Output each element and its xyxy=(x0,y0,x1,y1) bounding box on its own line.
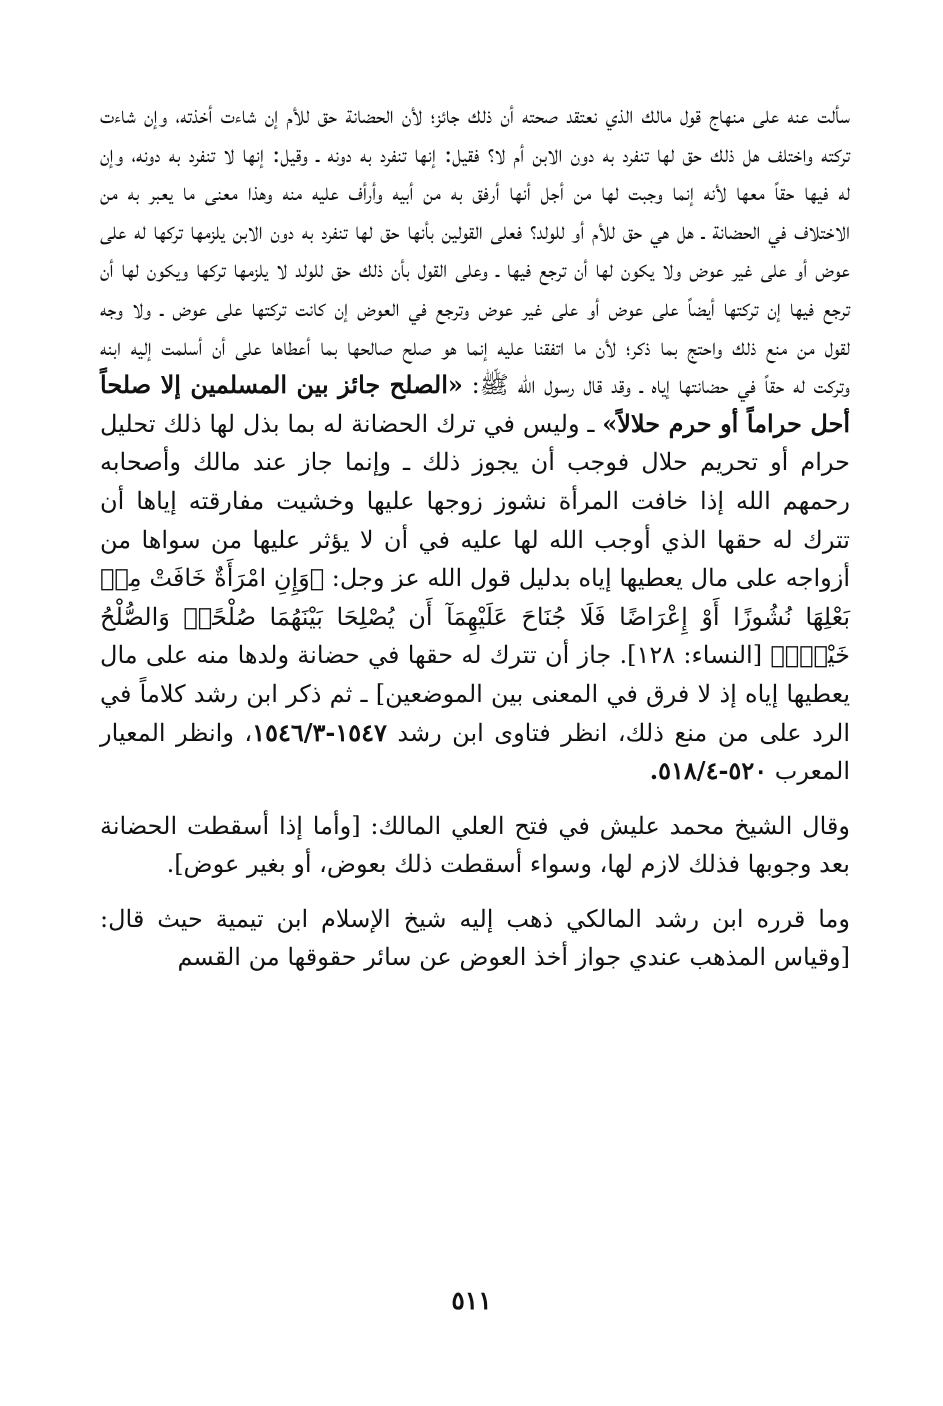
reference-final-dot: . xyxy=(649,756,659,786)
paragraph-ibn-taymiyya xyxy=(100,900,850,977)
reference-join-text: ، وانظر المعيار المعرب xyxy=(100,718,850,786)
page-number: ٥١١ xyxy=(451,1286,492,1315)
hadith-quote: «الصلح جائز بين المسلمين إلا صلحاً أحل حراماً أو حرم حلالاً» xyxy=(100,370,850,438)
paragraph-fatwa-ibn-rushd xyxy=(100,96,850,791)
paragraph-continuation-text: ـ وليس في ترك الحضانة له بما بذل لها ذلك تحليل حرام أو تحريم حلال فوجب أن يجوز ذلك ـ وإنما جاز عند مالك وأصحابه رحمهم الله إذا خافت المرأة نشوز زوجها عليها وخشيت مفارقته إياها أن تترك له حقها الذي أوجب الله لها عليه في أن لا يؤثر عليها من سواها من أزواجه على مال يعطيها إياه بدليل قول الله عز وجل: xyxy=(100,409,850,593)
paragraph-ending-text: . جاز أن تترك له حقها في حضانة ولدها منه على مال يعطيها إياه إذ لا فرق في المعنى بين الموضعين] ـ ثم ذكر ابن رشد كلاماً في الرد على من منع ذلك، انظر فتاوى ابن رشد xyxy=(100,641,851,747)
paragraph-taymiyya-text: وما قرره ابن رشد المالكي ذهب إليه شيخ الإسلام ابن تيمية حيث قال: [وقياس المذهب عندي جواز أخذ العوض عن سائر حقوقها من القسم xyxy=(100,904,850,972)
reference-miyar-volume: ٥٢٠-٥١٨/٤ xyxy=(658,756,768,786)
page-body xyxy=(100,96,850,977)
quran-verse: ﴿وَإِنِ امْرَأَةٌ خَافَتْ مِنۢ بَعْلِهَا نُشُوزًا أَوْ إِعْرَاضًا فَلَا جُنَاحَ عَلَيْهِمَآ أَن يُصْلِحَا بَيْنَهُمَا صُلْحًاۚ وَالصُّلْحُ خَيْرٌۗ﴾ xyxy=(100,564,850,670)
paragraph-intro-text: سألت عنه على منهاج قول مالك الذي نعتقد صحته أن ذلك جائز؛ لأن الحضانة حق للأم إن شاءت أخذته، وإن شاءت تركته واختلف هل ذلك حق لها تنفرد به دون الابن أم لا؟ فقيل: إنها تنفرد به دونه ـ وقيل: إنها لا تنفرد به دونه، وإن له فيها حقاً معها لأنه إنما وجبت لها من أجل أنها أرفق به من أبيه وأرأف عليه منه وهذا معنى ما يعبر به من الاختلاف في الحضانة ـ هل هي حق للأم أو للولد؟ فعلى القولين بأنها حق لها تنفرد به دون الابن يلزمها تركها له على عوض أو على غير عوض ولا يكون لها أن ترجع فيها ـ وعلى القول بأن ذلك حق للولد لا يلزمها تركها ويكون لها أن ترجع فيها إن تركتها أيضاً على عوض أو على غير عوض وترجع في العوض إن كانت تركتها على عوض ـ ولا وجه لقول من منع ذلك واحتج بما ذكر؛ لأن ما اتفقنا عليه إنما هو صلح صالحها بما أعطاها على أن أسلمت إليه ابنه وتركت له حقاً في حضانتها إياه ـ وقد قال رسول الله ﷺ: xyxy=(100,101,850,400)
reference-ibn-rushd-volume: ١٥٤٧-١٥٤٦/٣ xyxy=(252,717,387,747)
paragraph-sheikh-ulaysh xyxy=(100,807,850,884)
quran-reference: [النساء: ١٢٨] xyxy=(627,641,771,670)
paragraph-ulaysh-text: وقال الشيخ محمد عليش في فتح العلي المالك: [وأما إذا أسقطت الحضانة بعد وجوبها فذلك لازم لها، وسواء أسقطت ذلك بعوض، أو بغير عوض]. xyxy=(100,811,850,879)
